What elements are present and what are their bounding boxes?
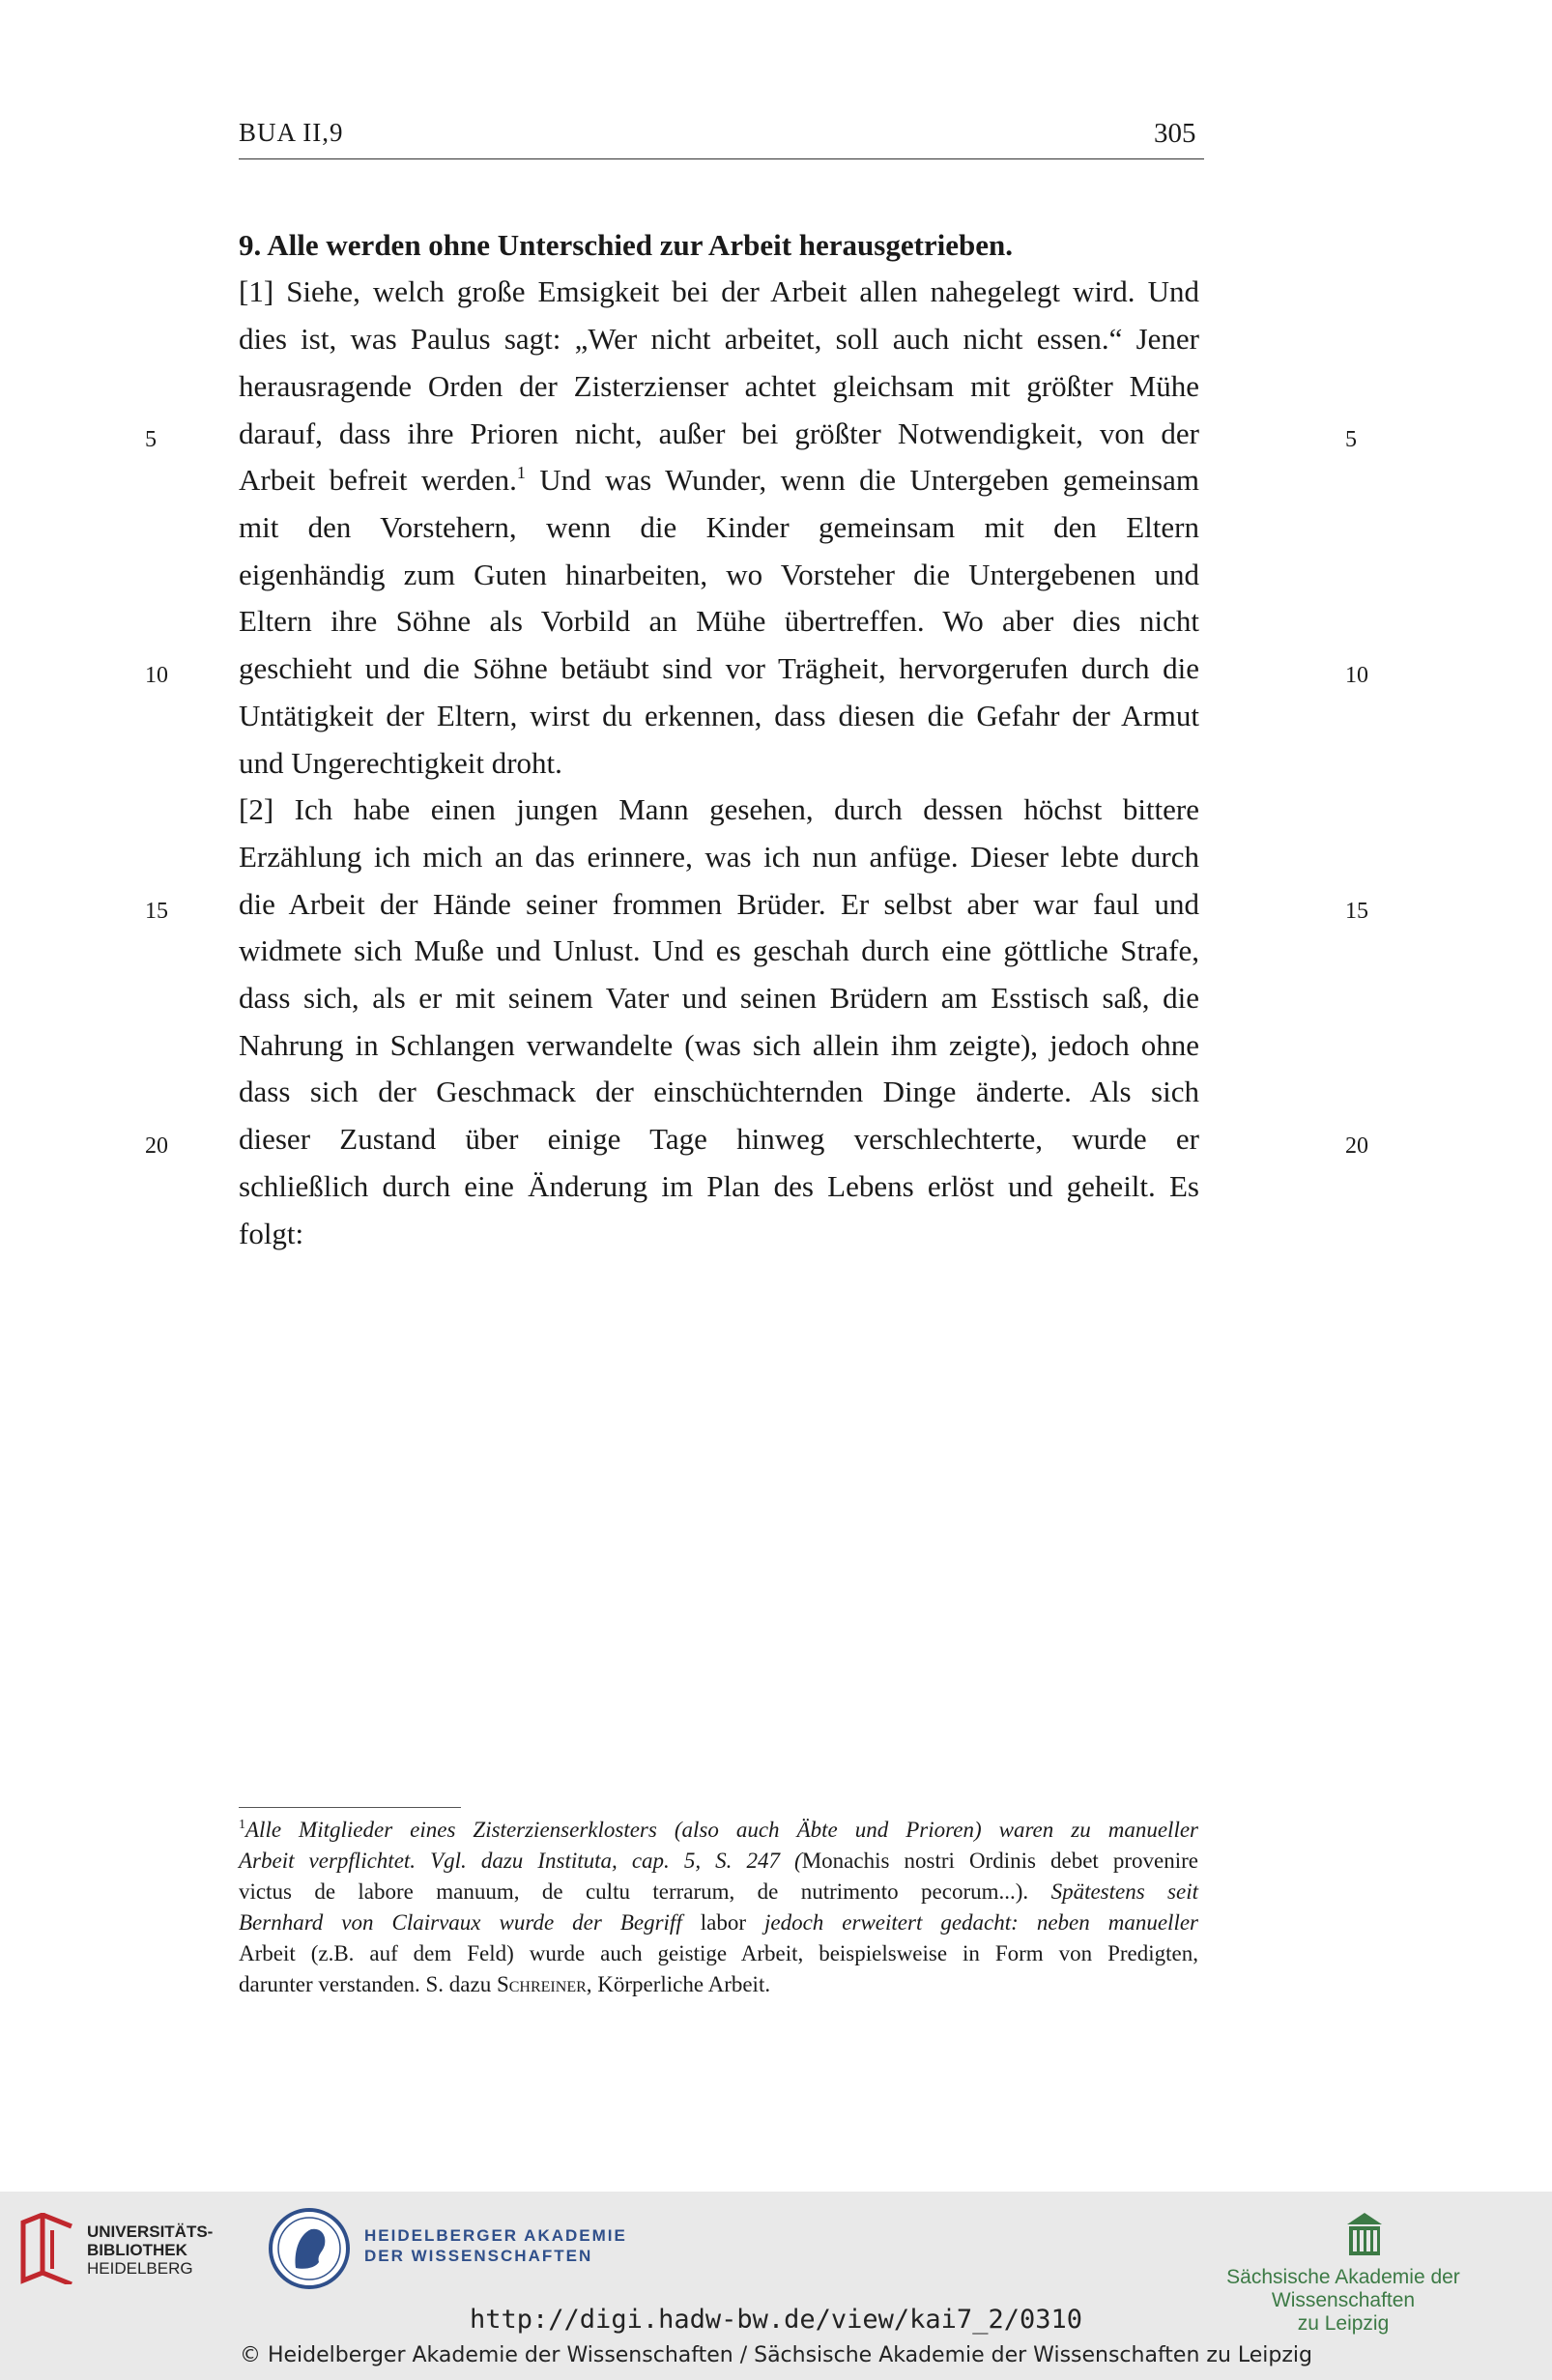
footnote-quote: victus de labore manuum, de cultu terrarum, de nutrimento pecorum...). xyxy=(239,1879,1051,1904)
text-line: Erzählung ich mich an das erinnere, was ich nun anfüge. Dieser lebte durch xyxy=(239,840,1199,874)
text-line: dies ist, was Paulus sagt: „Wer nicht arbeitet, soll auch nicht essen.“ Jener xyxy=(239,322,1199,356)
line-number-right: 10 xyxy=(1345,663,1368,688)
footnote-line: Arbeit (z.B. auf dem Feld) wurde auch geistige Arbeit, beispielsweise in Form von Predigten, xyxy=(239,1941,1198,1965)
running-header: BUA II,9 xyxy=(239,118,344,147)
text-span: Und was Wunder, wenn die Untergeben gemeinsam xyxy=(525,463,1199,497)
footnote-text: , Körperliche Arbeit. xyxy=(586,1972,771,1996)
footnote-marker: 1 xyxy=(239,1818,245,1832)
hadw-seal-icon xyxy=(267,2206,352,2291)
line-number-left: 5 xyxy=(145,427,157,452)
copyright-notice: © Heidelberger Akademie der Wissenschaften / Sächsische Akademie der Wissenschaften zu Leipzig xyxy=(239,2343,1312,2367)
permalink-url[interactable]: http://digi.hadw-bw.de/view/kai7_2/0310 xyxy=(470,2305,1082,2335)
text-line: geschieht und die Söhne betäubt sind vor Trägheit, hervorgerufen durch die xyxy=(239,651,1199,685)
footnote-text: Spätestens seit xyxy=(1050,1879,1198,1904)
line-number-right: 15 xyxy=(1345,899,1368,924)
footnote-text: darunter verstanden. S. dazu xyxy=(239,1972,497,1996)
text-line: darauf, dass ihre Prioren nicht, außer bei größter Notwendigkeit, von der xyxy=(239,416,1199,450)
text-line: Eltern ihre Söhne als Vorbild an Mühe übertreffen. Wo aber dies nicht xyxy=(239,604,1199,638)
saw-name-line: Sächsische Akademie der Wissenschaften xyxy=(1226,2266,1460,2311)
footnote-line xyxy=(239,1969,1198,2000)
text-line: mit den Vorstehern, wenn die Kinder gemeinsam mit den Eltern xyxy=(239,510,1199,544)
footnote-line xyxy=(239,1877,1198,1907)
footnote-ref[interactable]: 1 xyxy=(516,463,526,482)
text-line: folgt: xyxy=(239,1217,304,1250)
text-line: dieser Zustand über einige Tage hinweg verschlechterte, wurde er xyxy=(239,1122,1199,1156)
footnote-line xyxy=(239,1907,1198,1938)
text-span: Arbeit befreit werden. xyxy=(239,463,517,497)
footnote-text: jedoch erweitert gedacht: neben manueller xyxy=(745,1910,1198,1935)
text-line xyxy=(239,461,1199,500)
text-line: die Arbeit der Hände seiner frommen Brüder. Er selbst aber war faul und xyxy=(239,887,1199,921)
footnote-rule xyxy=(239,1807,461,1808)
line-number-right: 5 xyxy=(1345,427,1357,452)
footnote-text: Alle Mitglieder eines Zisterzienserklosters (also auch Äbte und Prioren) waren zu manueller xyxy=(245,1818,1198,1842)
saw-building-icon xyxy=(1345,2211,1384,2259)
ub-name-line: BIBLIOTHEK xyxy=(87,2241,187,2259)
text-line: dass sich, als er mit seinem Vater und seinen Brüdern am Esstisch saß, die xyxy=(239,981,1199,1015)
hadw-name-line: HEIDELBERGER AKADEMIE xyxy=(364,2226,627,2245)
footnote-text: Arbeit verpflichtet. Vgl. dazu Instituta, cap. 5, S. 247 ( xyxy=(239,1849,802,1873)
ub-heidelberg-name xyxy=(87,2222,213,2278)
text-line: herausragende Orden der Zisterzienser achtet gleichsam mit größter Mühe xyxy=(239,369,1199,403)
saw-name-line: zu Leipzig xyxy=(1297,2312,1390,2335)
text-line: Untätigkeit der Eltern, wirst du erkennen, dass diesen die Gefahr der Armut xyxy=(239,699,1199,732)
footnote-text: Bernhard von Clairvaux wurde der Begriff xyxy=(239,1910,701,1935)
text-line: Nahrung in Schlangen verwandelte (was sich allein ihm zeigte), jedoch ohne xyxy=(239,1028,1199,1062)
line-number-left: 15 xyxy=(145,899,168,924)
text-line: dass sich der Geschmack der einschüchternden Dinge änderte. Als sich xyxy=(239,1075,1199,1108)
text-line: und Ungerechtigkeit droht. xyxy=(239,746,562,780)
text-line: schließlich durch eine Änderung im Plan des Lebens erlöst und geheilt. Es xyxy=(239,1169,1199,1203)
ub-name-line: UNIVERSITÄTS- xyxy=(87,2222,214,2241)
hadw-name-line: DER WISSENSCHAFTEN xyxy=(364,2247,593,2265)
ub-heidelberg-logo-icon xyxy=(17,2213,79,2284)
hadw-name xyxy=(364,2225,627,2266)
ub-name-line: HEIDELBERG xyxy=(87,2259,193,2278)
section-heading: 9. Alle werden ohne Unterschied zur Arbeit herausgetrieben. xyxy=(239,228,1014,262)
footnote-term: labor xyxy=(700,1910,746,1935)
footnote-line xyxy=(239,1846,1198,1877)
header-rule xyxy=(239,158,1204,159)
page-number: 305 xyxy=(1154,118,1196,149)
text-line: [2] Ich habe einen jungen Mann gesehen, durch dessen höchst bittere xyxy=(239,792,1199,826)
text-line: widmete sich Muße und Unlust. Und es geschah durch eine göttliche Strafe, xyxy=(239,933,1199,967)
line-number-right: 20 xyxy=(1345,1133,1368,1159)
text-line: [1] Siehe, welch große Emsigkeit bei der Arbeit allen nahegelegt wird. Und xyxy=(239,274,1199,308)
footnote-line xyxy=(239,1815,1198,1846)
footnote-quote: Monachis nostri Ordinis debet provenire xyxy=(801,1849,1198,1873)
line-number-left: 20 xyxy=(145,1133,168,1159)
text-line: eigenhändig zum Guten hinarbeiten, wo Vorsteher die Untergebenen und xyxy=(239,558,1199,591)
line-number-left: 10 xyxy=(145,663,168,688)
footnote-author: Schreiner xyxy=(496,1972,587,1996)
